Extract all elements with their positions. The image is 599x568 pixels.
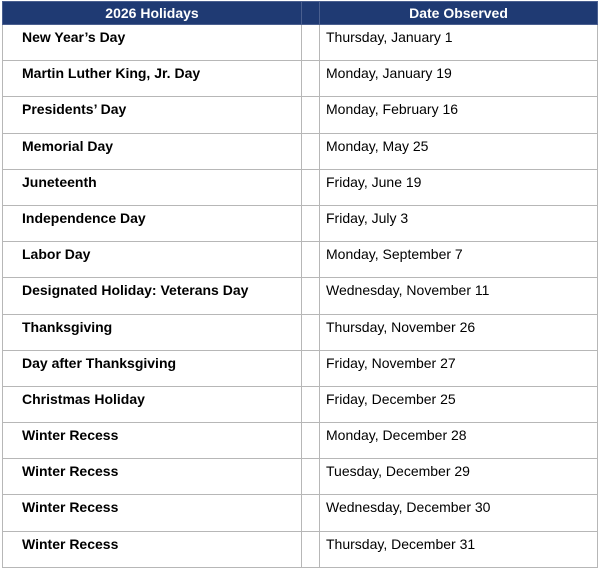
date-observed-cell: Wednesday, November 11 — [320, 278, 598, 314]
spacer-cell — [302, 242, 320, 278]
spacer-cell — [302, 350, 320, 386]
spacer-cell — [302, 531, 320, 567]
table-row — [3, 495, 598, 531]
spacer-cell — [302, 278, 320, 314]
date-observed-cell: Thursday, November 26 — [320, 314, 598, 350]
holiday-name-cell: Labor Day — [3, 242, 302, 278]
table-row — [3, 386, 598, 422]
date-observed-cell: Monday, January 19 — [320, 61, 598, 97]
spacer-cell — [302, 169, 320, 205]
holiday-name-cell: Designated Holiday: Veterans Day — [3, 278, 302, 314]
spacer-cell — [302, 61, 320, 97]
spacer-cell — [302, 495, 320, 531]
date-observed-cell: Thursday, January 1 — [320, 25, 598, 61]
table-row — [3, 133, 598, 169]
table-row — [3, 169, 598, 205]
holiday-name-cell: Day after Thanksgiving — [3, 350, 302, 386]
spacer-cell — [302, 97, 320, 133]
holiday-name-cell: Thanksgiving — [3, 314, 302, 350]
date-observed-cell: Friday, November 27 — [320, 350, 598, 386]
spacer-cell — [302, 314, 320, 350]
header-row — [3, 2, 598, 25]
holiday-name-cell: Winter Recess — [3, 531, 302, 567]
holiday-name-cell: Winter Recess — [3, 495, 302, 531]
table-row — [3, 423, 598, 459]
table-row — [3, 205, 598, 241]
holiday-name-cell: Martin Luther King, Jr. Day — [3, 61, 302, 97]
date-observed-cell: Thursday, December 31 — [320, 531, 598, 567]
date-observed-cell: Monday, September 7 — [320, 242, 598, 278]
spacer-cell — [302, 459, 320, 495]
header-date-observed: Date Observed — [320, 2, 598, 25]
spacer-cell — [302, 205, 320, 241]
holiday-name-cell: Memorial Day — [3, 133, 302, 169]
table-row — [3, 242, 598, 278]
table-row — [3, 278, 598, 314]
date-observed-cell: Friday, July 3 — [320, 205, 598, 241]
table-row — [3, 97, 598, 133]
date-observed-cell: Monday, December 28 — [320, 423, 598, 459]
table-body — [3, 25, 598, 568]
holiday-name-cell: Independence Day — [3, 205, 302, 241]
table-row — [3, 459, 598, 495]
header-holidays: 2026 Holidays — [3, 2, 302, 25]
holiday-name-cell: Winter Recess — [3, 423, 302, 459]
spacer-cell — [302, 133, 320, 169]
date-observed-cell: Monday, May 25 — [320, 133, 598, 169]
table-row — [3, 61, 598, 97]
holiday-name-cell: Winter Recess — [3, 459, 302, 495]
table-row — [3, 314, 598, 350]
spacer-cell — [302, 386, 320, 422]
date-observed-cell: Wednesday, December 30 — [320, 495, 598, 531]
holiday-table — [2, 1, 598, 568]
spacer-cell — [302, 25, 320, 61]
table-header — [3, 2, 598, 25]
holiday-name-cell: Presidents’ Day — [3, 97, 302, 133]
table-row — [3, 25, 598, 61]
date-observed-cell: Tuesday, December 29 — [320, 459, 598, 495]
holiday-name-cell: New Year’s Day — [3, 25, 302, 61]
table-row — [3, 531, 598, 567]
header-spacer — [302, 2, 320, 25]
holiday-name-cell: Christmas Holiday — [3, 386, 302, 422]
date-observed-cell: Friday, December 25 — [320, 386, 598, 422]
table-row — [3, 350, 598, 386]
date-observed-cell: Friday, June 19 — [320, 169, 598, 205]
holiday-name-cell: Juneteenth — [3, 169, 302, 205]
spacer-cell — [302, 423, 320, 459]
date-observed-cell: Monday, February 16 — [320, 97, 598, 133]
